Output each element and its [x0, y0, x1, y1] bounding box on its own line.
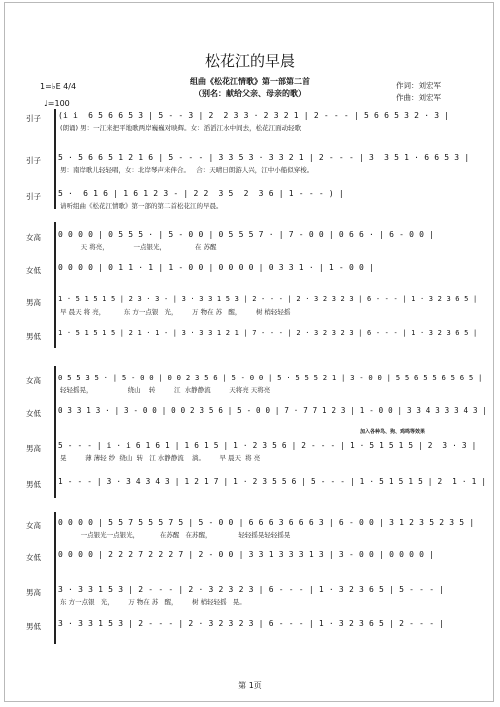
notation-line: 0 0 0 0 | 0 5 5 5 · | 5 - 0 0 | 0 5 5 5 7 · | 7 - 0 0 | 0 6 6 · | 6 - 0 0 | [58, 230, 435, 239]
notation-line: 0 0 0 0 | 5 5 7 5 5 5 7 5 | 5 - 0 0 | 6 6 6 3 6 6 6 3 | 6 - 0 0 | 3 1 2 3 5 2 3 5 | [58, 518, 475, 527]
lyric-line: 天 将亮， 一点银光， 在 苏醒 [60, 243, 217, 251]
part-label: 男高 [26, 444, 41, 453]
part-label: 男低 [26, 332, 41, 341]
score-subtitle: 组曲《松花江情歌》第一部第二首 [190, 77, 310, 86]
staff-row [0, 372, 500, 396]
notation-line: (i i 6 5 6 6 5 3 | 5 - - 3 | 2 2 3 3 · 2 3 2 1 | 2 - - - | 5 6 6 5 3 2 · 3 | [58, 111, 450, 120]
composer-credit: 作曲：刘宏军 [396, 93, 441, 102]
notation-line: 1 · 5 1 5 1 5 | 2 3 · 3 - | 3 · 3 3 1 5 3 | 2 - - - | 2 · 3 2 3 2 3 | 6 - - - | 1 · 3 2 3 6 5 | [58, 295, 478, 303]
staff-row [0, 517, 500, 541]
lyric-line: 晃 薄 薄轻 纱 绕山 转 江 水静静流 淌。 早 晨天 将 亮 [60, 454, 261, 462]
score-alias: （别名：献给父亲、母亲的歌） [194, 89, 306, 98]
staff-row [0, 262, 500, 286]
effects-annotation: 加入各种鸟、狗、鸡鸣等效果 [360, 429, 426, 435]
staff-row [0, 618, 500, 642]
part-label: 男低 [26, 622, 41, 631]
staff-row [0, 328, 500, 352]
lyric-line: 男：南岸歌儿轻轻唱，女：北岸琴声来伴合。 合：天晴日朗游人兴，江中小船似穿梭。 [60, 166, 314, 174]
staff-row [0, 476, 500, 500]
staff-row [0, 440, 500, 464]
part-label: 女高 [26, 521, 41, 530]
notation-line: 5 · 6 1 6 | 1 6 1 2 3 - | 2 2 3 5 2 3 6 | 1 - - - ) | [58, 189, 344, 198]
notation-line: 0 0 0 0 | 0 1 1 · 1 | 1 - 0 0 | 0 0 0 0 | 0 3 3 1 · | 1 - 0 0 | [58, 263, 375, 272]
staff-row [0, 294, 500, 318]
part-label: 女低 [26, 553, 41, 562]
part-label: 女低 [26, 409, 41, 418]
part-label: 男低 [26, 480, 41, 489]
notation-line: 1 · 5 1 5 1 5 | 2 1 · 1 - | 3 · 3 3 1 2 1 | 7 - - - | 2 · 3 2 3 2 3 | 6 - - - | 1 · 3 2 3 6 5 | [58, 329, 478, 337]
staff-row [0, 405, 500, 429]
notation-line: 0 0 0 0 | 2 2 2 7 2 2 2 7 | 2 - 0 0 | 3 3 1 3 3 3 1 3 | 3 - 0 0 | 0 0 0 0 | [58, 550, 435, 559]
lyric-line: 轻轻摇晃， 绕山 转 江 水静静流 天将亮 天将亮 [60, 386, 271, 394]
lyric-line: 请听组曲《松花江情歌》第一部的第二首松花江的早晨。 [60, 202, 223, 210]
part-label: 引子 [26, 156, 41, 165]
lyric-line: 东 方一点银 光， 万 物在 苏 醒， 树 梢轻轻摇 晃。 [60, 598, 246, 606]
key-signature: 1=♭E 4/4 [40, 82, 77, 91]
part-label: 女低 [26, 266, 41, 275]
part-label: 引子 [26, 114, 41, 123]
lyricist-credit: 作词：刘宏军 [396, 81, 441, 90]
staff-row [0, 584, 500, 608]
staff-row [0, 152, 500, 176]
notation-line: 3 · 3 3 1 5 3 | 2 - - - | 2 · 3 2 3 2 3 | 6 - - - | 1 · 3 2 3 6 5 | 2 - - - | [58, 619, 445, 628]
lyric-line: 早 晨天 将 亮， 东 方一点银 光， 万 物在 苏 醒， 树 梢轻轻摇 [60, 308, 291, 316]
score-title: 松花江的早晨 [204, 52, 295, 70]
staff-row [0, 229, 500, 253]
staff-row [0, 549, 500, 573]
staff-row [0, 110, 500, 134]
part-label: 女高 [26, 376, 41, 385]
part-label: 男高 [26, 298, 41, 307]
part-label: 女高 [26, 233, 41, 242]
part-label: 引子 [26, 192, 41, 201]
notation-line: 3 · 3 3 1 5 3 | 2 - - - | 2 · 3 2 3 2 3 | 6 - - - | 1 · 3 2 3 6 5 | 5 - - - | [58, 585, 445, 594]
part-label: 男高 [26, 588, 41, 597]
staff-row [0, 188, 500, 212]
lyric-line: 一点银光一点银光， 在苏醒 在苏醒， 轻轻摇晃轻轻摇晃 [60, 531, 291, 539]
lyric-line: (朗诵) 男：一江来把平地歌两岸巍巍对映辉。女：滔滔江水中间去，松花江面动轻歌 [60, 124, 302, 132]
notation-line: 0 3 3 1 3 · | 3 - 0 0 | 0 0 2 3 5 6 | 5 - 0 0 | 7 · 7 7 1 2 3 | 1 - 0 0 | 3 3 4 3 3 3 4 3 | [58, 406, 488, 415]
notation-line: 0 5 5 3 5 · | 5 - 0 0 | 0 0 2 3 5 6 | 5 - 0 0 | 5 · 5 5 5 2 1 | 3 - 0 0 | 5 5 6 5 5 6 5 6 5 | [58, 373, 483, 382]
page-number: 第 1页 [238, 681, 262, 690]
notation-line: 1 - - - | 3 · 3 4 3 4 3 | 1 2 1 7 | 1 · 2 3 5 5 6 | 5 - - - | 1 · 5 1 5 1 5 | 2 1 · 1 | [58, 477, 487, 486]
notation-line: 5 · 5 6 6 5 1 2 1 6 | 5 - - - | 3 3 5 3 · 3 3 2 1 | 2 - - - | 3 3 5 1 · 6 6 5 3 | [58, 153, 470, 162]
tempo-marking: ♩=100 [44, 99, 70, 108]
notation-line: 5 - - - | i · i 6 1 6 1 | 1 6 1 5 | 1 · 2 3 5 6 | 2 - - - | 1 · 5 1 5 1 5 | 2 3 · 3 | [58, 441, 477, 450]
